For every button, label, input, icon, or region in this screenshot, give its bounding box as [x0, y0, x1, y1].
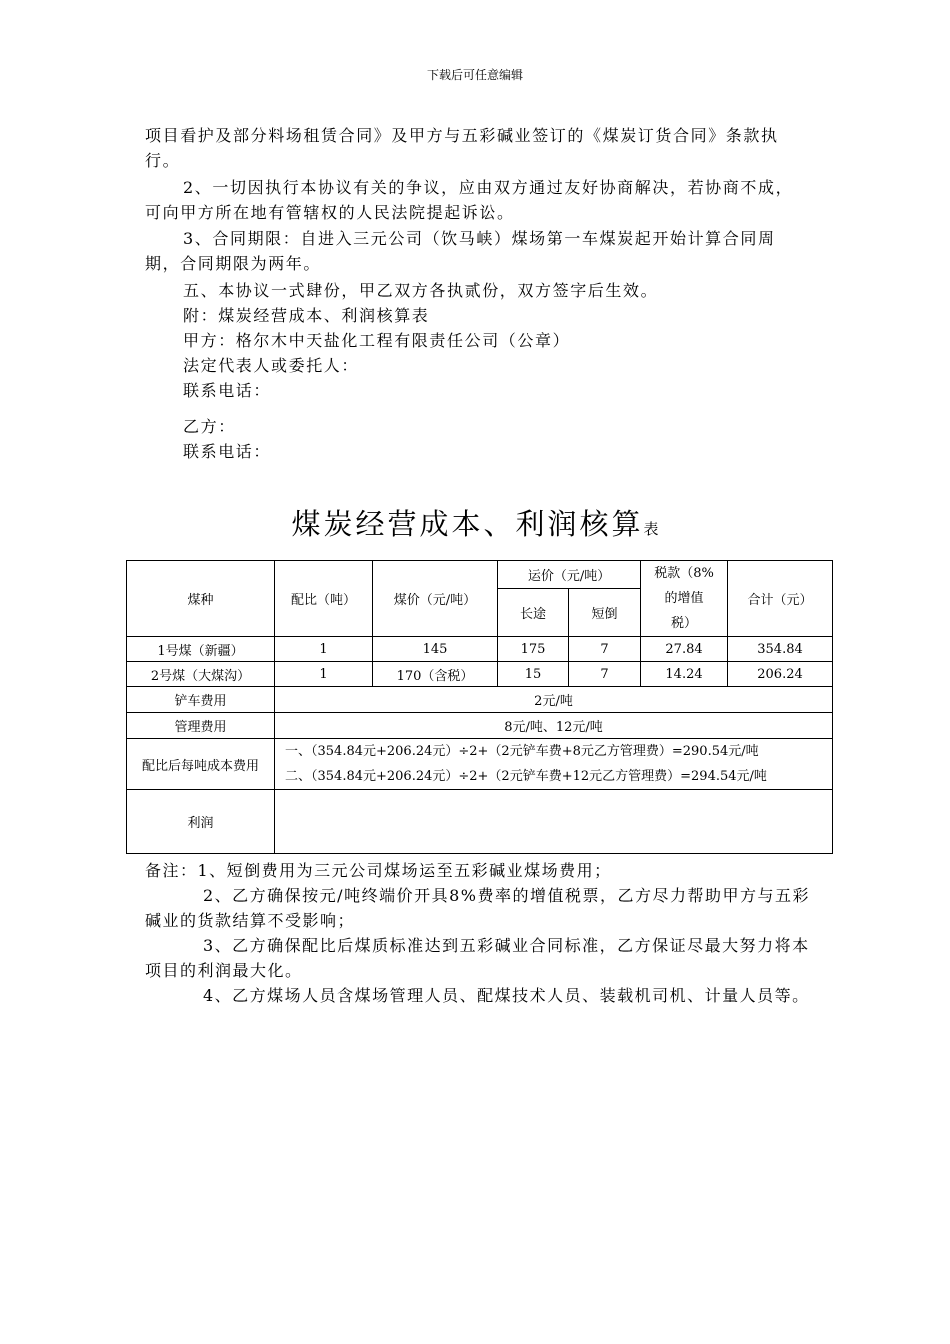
- cell-tax: 14.24: [641, 662, 728, 687]
- header-tax-line2: 的增值: [664, 591, 704, 606]
- note-1: 备注：1、短倒费用为三元公司煤场运至五彩碱业煤场费用；: [145, 861, 612, 880]
- note-2: 2、乙方确保按元/吨终端价开具8%费率的增值税票，乙方尽力帮助甲方与五彩碱业的货款结算不受影响；: [145, 886, 810, 930]
- cell-total: 354.84: [728, 637, 833, 662]
- table-row: [127, 637, 833, 662]
- management-fee-label: 管理费用: [127, 713, 275, 739]
- header-note: 下载后可任意编辑: [426, 68, 523, 82]
- cell-short-haul: 7: [569, 637, 641, 662]
- table-title-suffix: 表: [643, 520, 659, 538]
- profit-row: [127, 790, 833, 854]
- cell-ratio: 1: [275, 637, 373, 662]
- note-4: 4、乙方煤场人员含煤场管理人员、配煤技术人员、装载机司机、计量人员等。: [203, 986, 810, 1005]
- table-title-main: 煤炭经营成本、利润核算: [291, 507, 644, 541]
- header-total: 合计（元）: [728, 561, 833, 637]
- per-ton-cost-row: [127, 739, 833, 790]
- header-price: 煤价（元/吨）: [373, 561, 498, 637]
- header-freight: 运价（元/吨）: [498, 561, 641, 589]
- table-header-row: [127, 561, 833, 589]
- attachment-line: 附：煤炭经营成本、利润核算表: [183, 306, 430, 325]
- note-3: 3、乙方确保配比后煤质标准达到五彩碱业合同标准，乙方保证尽最大努力将本项目的利润最大化。: [145, 936, 810, 980]
- header-tax-line3: 税）: [671, 616, 698, 631]
- header-long-haul: 长途: [498, 588, 569, 636]
- cell-ratio: 1: [275, 662, 373, 687]
- header-short-haul: 短倒: [569, 588, 641, 636]
- header-tax-line1: 税款（8%: [654, 566, 714, 581]
- shovel-fee-value: 2元/吨: [275, 687, 833, 713]
- party-a-phone-line: 联系电话：: [183, 381, 272, 400]
- copies-clause: 五、本协议一式肆份，甲乙双方各执贰份，双方签字后生效。: [183, 281, 659, 300]
- management-fee-value: 8元/吨、12元/吨: [275, 713, 833, 739]
- cell-price: 145: [373, 637, 498, 662]
- cell-total: 206.24: [728, 662, 833, 687]
- paragraph-clause-continuation: 项目看护及部分料场租赁合同》及甲方与五彩碱业签订的《煤炭订货合同》条款执行。: [145, 126, 779, 170]
- cost-profit-table: [126, 560, 833, 854]
- party-b-line: 乙方：: [183, 417, 236, 436]
- paragraph-dispute-clause: 2、一切因执行本协议有关的争议，应由双方通过友好协商解决，若协商不成，可向甲方所在地有管辖权的人民法院提起诉讼。: [145, 178, 794, 222]
- per-ton-cost-value: [275, 739, 833, 790]
- cell-long-haul: 15: [498, 662, 569, 687]
- per-ton-cost-line1: 一、（354.84元+206.24元）÷2+（2元铲车费+8元乙方管理费）=290.54元/吨: [285, 744, 759, 759]
- table-row: [127, 662, 833, 687]
- management-fee-row: [127, 713, 833, 739]
- legal-representative-line: 法定代表人或委托人：: [183, 356, 360, 375]
- profit-value: [275, 790, 833, 854]
- table-title: [0, 502, 950, 543]
- per-ton-cost-label: 配比后每吨成本费用: [127, 739, 275, 790]
- header-ratio: 配比（吨）: [275, 561, 373, 637]
- shovel-fee-label: 铲车费用: [127, 687, 275, 713]
- cell-coal-type: 1号煤（新疆）: [127, 637, 275, 662]
- paragraph-contract-term: 3、合同期限：自进入三元公司（饮马峡）煤场第一车煤炭起开始计算合同周期，合同期限为两年。: [145, 229, 776, 273]
- notes-section: [145, 858, 810, 1008]
- party-b-phone-line: 联系电话：: [183, 442, 272, 461]
- header-coal-type: 煤种: [127, 561, 275, 637]
- cell-short-haul: 7: [569, 662, 641, 687]
- cell-price: 170（含税）: [373, 662, 498, 687]
- shovel-fee-row: [127, 687, 833, 713]
- cell-coal-type: 2号煤（大煤沟）: [127, 662, 275, 687]
- party-a-line: 甲方：格尔木中天盐化工程有限责任公司（公章）: [183, 331, 571, 350]
- cell-tax: 27.84: [641, 637, 728, 662]
- cell-long-haul: 175: [498, 637, 569, 662]
- profit-label: 利润: [127, 790, 275, 854]
- per-ton-cost-line2: 二、（354.84元+206.24元）÷2+（2元铲车费+12元乙方管理费）=294.54元/吨: [285, 769, 767, 784]
- header-tax: [641, 561, 728, 637]
